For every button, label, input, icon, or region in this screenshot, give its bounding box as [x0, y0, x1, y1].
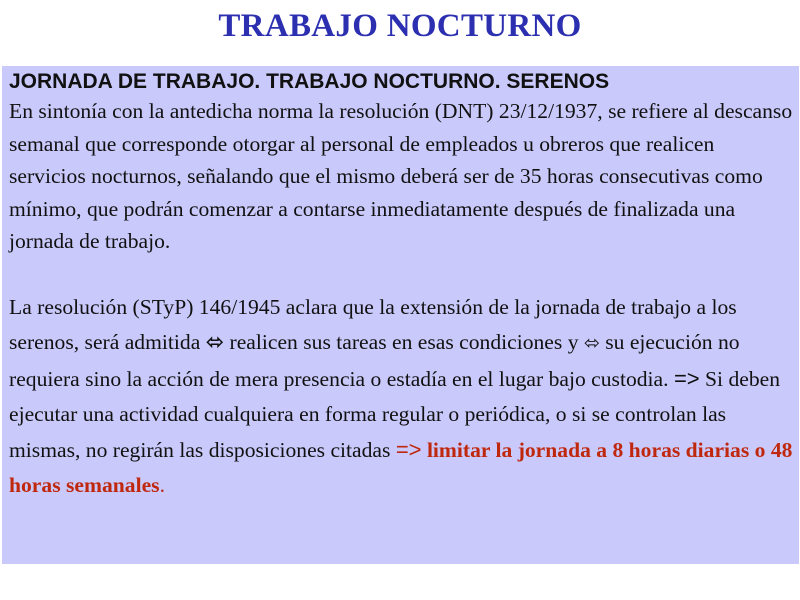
paragraph-1: En sintonía con la antedicha norma la resolución (DNT) 23/12/1937, se refiere al descanso semanal que corresponde otorgar al personal de empleados u obreros que realicen servicios nocturnos, señalando que el mismo deberá ser de 35 horas consecutivas como mínimo, que podrán comenzar a contarse inmediatamente después de finalizada una jornada de trabajo.	[9, 99, 793, 253]
implies-arrow: =>	[673, 365, 700, 391]
paragraph-2-part-1: La resolución (STyP) 146/1945 aclara que la extensión de la jornada de trabajo a los serenos, será admitida	[9, 294, 737, 354]
paragraph-2-end: .	[159, 472, 165, 497]
paragraph-2	[9, 290, 793, 503]
double-arrow-icon: ⬄	[205, 329, 225, 355]
paragraph-2-part-4: Si deben ejecutar una actividad cualquiera en forma regular o periódica, o si se controlan las mismas, no regirán las disposiciones citadas	[9, 366, 781, 462]
content-box	[2, 66, 799, 564]
double-arrow-icon: ⬄	[583, 331, 600, 354]
paragraph-2-part-2: realicen sus tareas en esas condiciones y	[229, 329, 579, 354]
slide-title: TRABAJO NOCTURNO	[218, 8, 582, 44]
section-heading: JORNADA DE TRABAJO. TRABAJO NOCTURNO. SERENOS	[9, 70, 610, 93]
implies-arrow-red: =>	[395, 436, 422, 462]
highlighted-conclusion: limitar la jornada a 8 horas diarias o 48 horas semanales	[9, 437, 793, 497]
paragraph-2-part-3: su ejecución no requiera sino la acción de mera presencia o estadía en el lugar bajo custodia.	[9, 329, 740, 391]
